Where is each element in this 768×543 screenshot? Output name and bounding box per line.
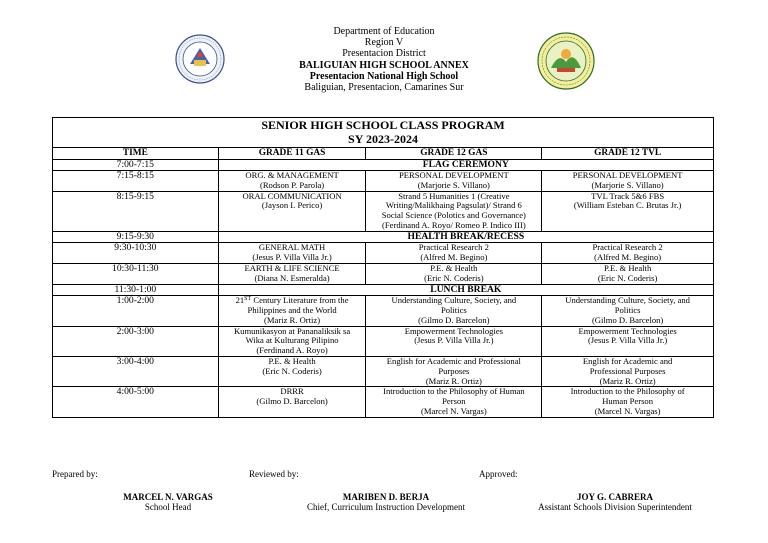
table-row <box>53 171 714 192</box>
teacher-line: (Jesus P. Villa Villa Jr.) <box>414 335 494 346</box>
g12-gas-cell <box>366 357 542 387</box>
program-title: SENIOR HIGH SCHOOL CLASS PROGRAM <box>261 118 505 132</box>
subject-line: Strand 5 Humanities 1 (Creative <box>398 190 510 201</box>
subject-line: English for Academic and <box>582 356 673 367</box>
teacher-line: (Mariz R. Ortiz) <box>599 375 656 386</box>
time-cell: 7:15-8:15 <box>53 171 219 192</box>
g11-gas-cell <box>218 191 366 231</box>
g12-gas-cell <box>366 387 542 417</box>
department-line: Department of Education <box>333 26 435 37</box>
signatory-name: MARIBEN D. BERJA <box>342 492 430 502</box>
ordinal-suffix: ST <box>244 296 252 303</box>
prepared-by-signatory <box>98 492 238 513</box>
subject-line: Practical Research 2 <box>418 242 489 253</box>
letterhead <box>0 26 768 93</box>
teacher-line: (Marcel N. Vargas) <box>594 406 661 417</box>
reviewed-by-label: Reviewed by: <box>249 469 299 479</box>
table-row <box>53 231 714 243</box>
teacher-line: (Diana N. Esmeralda) <box>254 272 330 283</box>
subject-line: Professional Purposes <box>589 365 666 376</box>
table-row <box>53 243 714 264</box>
teacher-line: (Jesus P. Villa Villa Jr.) <box>587 335 668 346</box>
g12-gas-cell <box>366 326 542 356</box>
subject-line: P.E. & Health <box>430 263 478 274</box>
district-line: Presentacion District <box>342 48 426 60</box>
g12-tvl-cell <box>542 357 714 387</box>
signatory-title: Chief, Curriculum Instruction Development <box>307 502 465 513</box>
teacher-line: (Ferdinand A. Royo/ Romeo P. Indico III) <box>382 220 526 231</box>
teacher-line: (Mariz R. Ortiz) <box>425 375 482 386</box>
g12-tvl-cell <box>542 387 714 417</box>
teacher-line: (Jesus P. Villa Villa Jr.) <box>252 252 332 263</box>
subject-line: Practical Research 2 <box>592 242 663 253</box>
g11-gas-cell <box>218 387 366 417</box>
subject-line: Introduction to the Philosophy of Human <box>383 386 525 397</box>
school-year: SY 2023-2024 <box>348 131 418 146</box>
time-cell: 11:30-1:00 <box>53 284 219 296</box>
subject-line-rest: Century Literature from the <box>251 295 349 306</box>
subject-line: English for Academic and Professional <box>386 356 521 367</box>
g12-tvl-cell <box>542 171 714 192</box>
g12-gas-cell <box>366 171 542 192</box>
g11-gas-cell <box>218 243 366 264</box>
subject-line: Wika at Kulturang Pilipino <box>245 335 339 346</box>
table-row <box>53 284 714 296</box>
subject-line: EARTH & LIFE SCIENCE <box>244 263 340 274</box>
teacher-line: (Alfred M. Begino) <box>594 252 662 263</box>
parent-school-name: Presentacion National High School <box>309 70 459 82</box>
g12-gas-cell <box>366 191 542 231</box>
subject-line: GENERAL MATH <box>258 242 326 253</box>
teacher-line: (Eric N. Coderis) <box>597 272 658 283</box>
table-row <box>53 296 714 326</box>
century-number: 21 <box>235 295 245 306</box>
teacher-line: (Rodson P. Parola) <box>259 179 325 190</box>
subject-line: Empowerment Technologies <box>404 325 503 336</box>
subject-line: ORAL COMMUNICATION <box>242 190 342 201</box>
school-division-seal-icon <box>537 32 595 90</box>
teacher-line: (Eric N. Coderis) <box>262 365 322 376</box>
table-title-cell <box>53 118 714 148</box>
teacher-line: (Alfred M. Begino) <box>420 252 488 263</box>
column-header-g11-gas: GRADE 11 GAS <box>218 148 366 160</box>
teacher-line: (Marjorie S. Villano) <box>591 179 664 190</box>
school-address: Baliguian, Presentacion, Camarines Sur <box>304 82 464 94</box>
subject-line: DRRR <box>280 386 304 397</box>
signatory-title: Assistant Schools Division Superintendent <box>538 502 692 513</box>
region-line: Region V <box>364 37 404 49</box>
table-row <box>53 264 714 285</box>
approved-signatory <box>520 492 710 513</box>
teacher-line: (William Esteban C. Brutas Jr.) <box>573 200 682 211</box>
g11-gas-cell <box>218 171 366 192</box>
lunch-break-band: LUNCH BREAK <box>218 284 713 296</box>
teacher-line: (Ferdinand A. Royo) <box>256 345 328 356</box>
subject-line: Philippines and the World <box>247 305 337 316</box>
time-cell: 7:00-7:15 <box>53 159 219 171</box>
g11-gas-cell <box>218 357 366 387</box>
g12-tvl-cell <box>542 191 714 231</box>
teacher-line: (Gilmo D. Barcelon) <box>256 396 328 407</box>
teacher-line: (Jayson I. Perico) <box>261 200 323 211</box>
subject-line: PERSONAL DEVELOPMENT <box>398 170 509 181</box>
table-title-row <box>53 118 714 148</box>
prepared-by-label: Prepared by: <box>52 469 98 479</box>
time-cell: 10:30-11:30 <box>53 264 219 285</box>
g12-gas-cell <box>366 296 542 326</box>
subject-line: Writing/Malikhaing Pagsulat)/ Strand 6 <box>385 200 522 211</box>
subject-line: Human Person <box>602 396 654 407</box>
time-cell: 4:00-5:00 <box>53 387 219 417</box>
teacher-line: (Eric N. Coderis) <box>424 272 484 283</box>
g11-gas-cell <box>218 296 366 326</box>
teacher-line: (Gilmo D. Barcelon) <box>418 314 490 325</box>
g11-gas-cell <box>218 264 366 285</box>
time-cell: 2:00-3:00 <box>53 326 219 356</box>
g12-gas-cell <box>366 264 542 285</box>
subject-line: Understanding Culture, Society, and <box>565 295 690 306</box>
column-header-time: TIME <box>53 148 219 160</box>
subject-line: Purposes <box>438 365 470 376</box>
g12-gas-cell <box>366 243 542 264</box>
g12-tvl-cell <box>542 296 714 326</box>
subject-line: Empowerment Technologies <box>578 325 677 336</box>
approved-label: Approved: <box>479 469 518 479</box>
flag-ceremony-band: FLAG CEREMONY <box>218 159 713 171</box>
subject-line: Introduction to the Philosophy of <box>570 386 685 397</box>
subject-line: Social Science (Polotics and Governance) <box>381 210 526 221</box>
class-program-table <box>52 117 714 418</box>
time-cell: 1:00-2:00 <box>53 296 219 326</box>
subject-line: ORG. & MANAGEMENT <box>245 170 339 181</box>
subject-line: Politics <box>614 305 641 316</box>
time-cell: 8:15-9:15 <box>53 191 219 231</box>
subject-line: PERSONAL DEVELOPMENT <box>572 170 683 181</box>
teacher-line: (Gilmo D. Barcelon) <box>591 314 664 325</box>
reviewed-by-signatory <box>281 492 491 513</box>
time-cell: 9:30-10:30 <box>53 243 219 264</box>
deped-seal-icon <box>175 34 225 84</box>
subject-line: Kumunikasyon at Pananaliksik sa <box>233 325 351 336</box>
teacher-line: (Marcel N. Vargas) <box>420 406 487 417</box>
subject-line: Understanding Culture, Society, and <box>391 295 517 306</box>
g12-tvl-cell <box>542 326 714 356</box>
signatory-name: MARCEL N. VARGAS <box>123 492 213 502</box>
subject-line: P.E. & Health <box>603 263 652 274</box>
column-header-g12-tvl: GRADE 12 TVL <box>542 148 714 160</box>
health-break-band: HEALTH BREAK/RECESS <box>218 231 713 243</box>
g12-tvl-cell <box>542 264 714 285</box>
table-row <box>53 191 714 231</box>
subject-line: TVL Track 5&6 FBS <box>591 190 665 201</box>
table-row <box>53 357 714 387</box>
time-cell: 3:00-4:00 <box>53 357 219 387</box>
g11-gas-cell <box>218 326 366 356</box>
table-row <box>53 159 714 171</box>
time-cell: 9:15-9:30 <box>53 231 219 243</box>
subject-line: Person <box>442 396 466 407</box>
column-header-row <box>53 148 714 160</box>
signatory-name: JOY G. CABRERA <box>577 492 653 502</box>
g12-tvl-cell <box>542 243 714 264</box>
column-header-g12-gas: GRADE 12 GAS <box>366 148 542 160</box>
table-row <box>53 326 714 356</box>
signatory-title: School Head <box>144 502 192 513</box>
school-name: BALIGUIAN HIGH SCHOOL ANNEX <box>299 59 469 71</box>
subject-line: P.E. & Health <box>268 356 316 367</box>
subject-line: Politics <box>440 305 467 316</box>
table-row <box>53 387 714 417</box>
teacher-line: (Mariz R. Ortiz) <box>264 314 321 325</box>
teacher-line: (Marjorie S. Villano) <box>417 179 490 190</box>
